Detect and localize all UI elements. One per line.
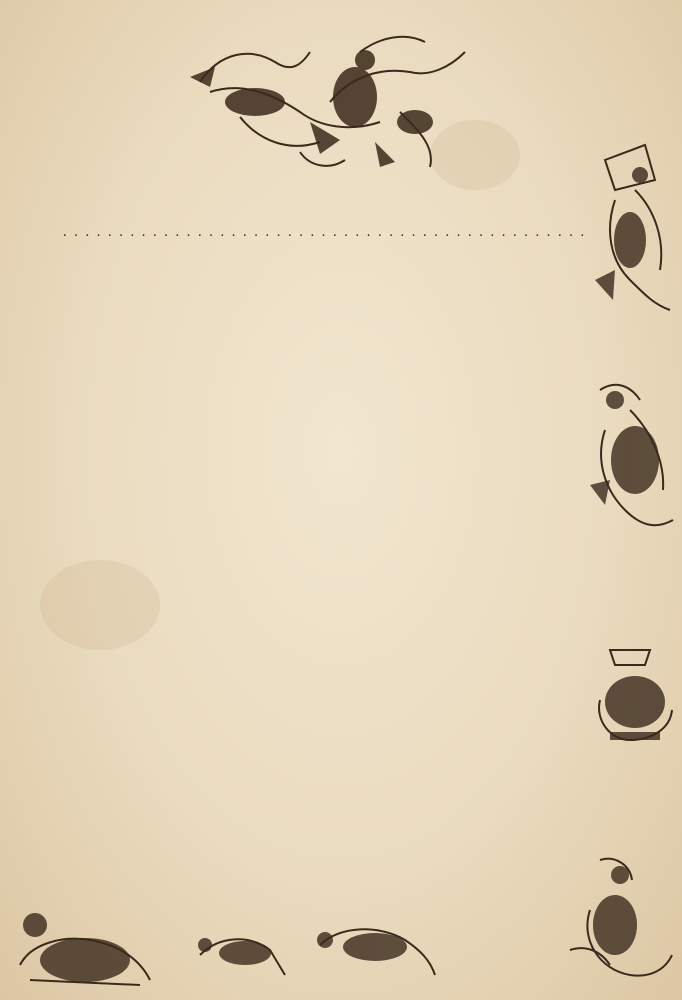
crouching-beast-engraving-icon xyxy=(585,370,677,540)
reading-demon-engraving-icon xyxy=(585,130,677,320)
running-beasts-engraving-icon xyxy=(190,905,440,985)
toc-entry-preface[interactable] xyxy=(60,223,590,242)
witch-flight-engraving-icon xyxy=(180,22,480,172)
squatting-creature-engraving-icon xyxy=(590,640,678,750)
tortoise-demon-engraving-icon xyxy=(10,885,160,995)
dot-leader xyxy=(63,223,587,242)
lizard-demon-engraving-icon xyxy=(560,850,678,990)
paper-stain xyxy=(40,560,160,650)
